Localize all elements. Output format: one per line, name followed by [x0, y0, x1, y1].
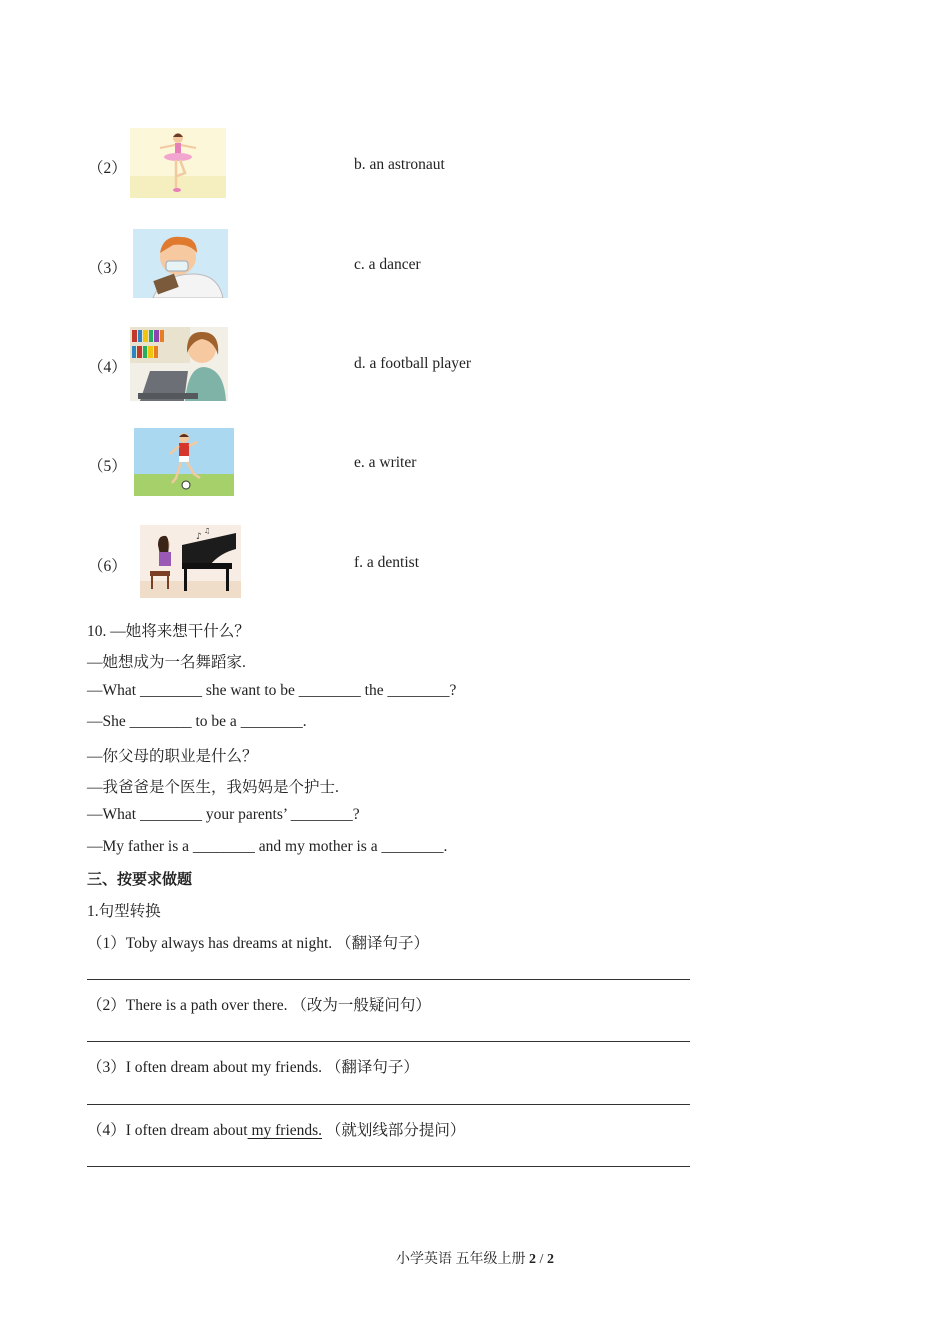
underlined-phrase: my friends.	[247, 1122, 323, 1139]
exercise-item	[87, 1118, 465, 1140]
answer-line[interactable]	[87, 1104, 690, 1105]
q10-line: —你父母的职业是什么？	[87, 748, 258, 765]
answer-line[interactable]	[87, 1166, 690, 1167]
page-footer	[0, 1248, 950, 1268]
svg-text:♪: ♪	[196, 532, 202, 542]
option-label: d. a football player	[354, 355, 472, 372]
q10-line: —What ________ your parents’ ________?	[87, 806, 360, 823]
page-separator: /	[536, 1252, 547, 1267]
option-label: f. a dentist	[354, 554, 419, 571]
page-total: 2	[546, 1252, 554, 1267]
item-number: （2）	[88, 160, 127, 177]
exercise-item: （3）I often dream about my friends. （翻译句子）	[87, 1059, 419, 1076]
q10-line: —What ________ she want to be ________ the ________?	[87, 682, 457, 699]
exercise-instruction: （就划线部分提问）	[322, 1122, 466, 1139]
svg-text:♫: ♫	[204, 527, 211, 535]
section-heading: 三、按要求做题	[87, 870, 193, 888]
exercise-item: （1）Toby always has dreams at night. （翻译句子）	[87, 935, 430, 952]
q10-line: 10. —她将来想干什么？	[87, 623, 250, 640]
section-subheading: 1.句型转换	[87, 903, 161, 920]
footer-text: 小学英语 五年级上册	[396, 1252, 530, 1267]
dentist-image	[133, 229, 228, 298]
item-number: （6）	[88, 558, 127, 575]
ballet-dancer-image	[130, 128, 226, 198]
football-player-image	[134, 428, 234, 496]
answer-line[interactable]	[87, 979, 690, 980]
option-label: e. a writer	[354, 454, 417, 471]
page-number: 2	[529, 1252, 537, 1267]
pianist-image	[140, 525, 241, 598]
q10-line: —She ________ to be a ________.	[87, 713, 307, 730]
option-label: b. an astronaut	[354, 156, 445, 173]
exercise-text: （4）I often dream about	[87, 1122, 248, 1139]
item-number: （3）	[88, 260, 127, 277]
q10-line: —My father is a ________ and my mother is a ________.	[87, 838, 448, 855]
item-number: （4）	[88, 359, 127, 376]
writer-image	[130, 327, 228, 401]
exercise-item: （2）There is a path over there. （改为一般疑问句）	[87, 997, 431, 1014]
item-number: （5）	[88, 458, 127, 475]
q10-line: —她想成为一名舞蹈家.	[87, 654, 246, 671]
answer-line[interactable]	[87, 1041, 690, 1042]
option-label: c. a dancer	[354, 256, 421, 273]
q10-line: —我爸爸是个医生，我妈妈是个护士.	[87, 779, 339, 796]
